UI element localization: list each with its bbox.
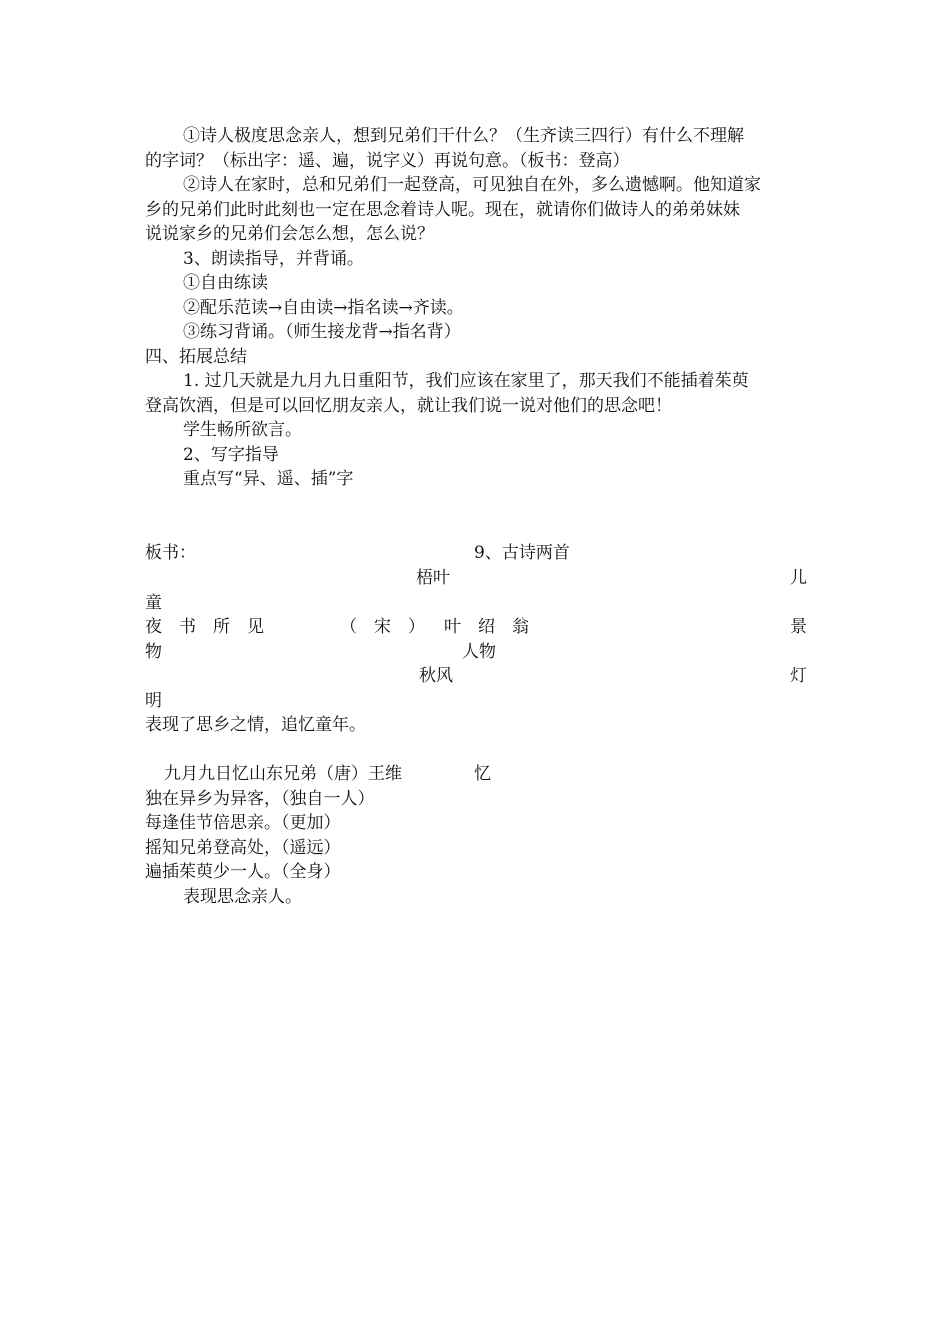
paragraph-line: ②诗人在家时，总和兄弟们一起登高，可见独自在外，多么遗憾啊。他知道家 [183, 175, 761, 195]
board-title: 9、古诗两首 [474, 543, 570, 563]
board-word-wuye: 梧叶 [416, 568, 450, 588]
board-word-ming: 明 [145, 690, 162, 711]
board-summary-1: 表现了思乡之情，追忆童年。 [145, 715, 366, 735]
paragraph-line: 的字词？（标出字：遥、遍，说字义）再说句意。（板书：登高） [145, 150, 630, 171]
paragraph-line: 学生畅所欲言。 [183, 420, 302, 440]
paragraph-line: ③练习背诵。（师生接龙背→指名背） [183, 322, 461, 342]
board-word-wu: 物 [145, 641, 162, 662]
paragraph-line: 重点写“异、遥、插”字 [183, 469, 354, 489]
paragraph-line: 1. 过几天就是九月九日重阳节，我们应该在家里了，那天我们不能插着茱萸 [183, 371, 749, 391]
poem2-line: 遍插茱萸少一人。（全身） [145, 862, 341, 882]
poem2-line: 每逢佳节倍思亲。（更加） [145, 813, 341, 833]
poem1-dynasty: （ 宋 ） [340, 617, 425, 637]
board-summary-2: 表现思念亲人。 [183, 886, 302, 907]
poem2-title: 九月九日忆山东兄弟（唐）王维 [164, 764, 402, 784]
paragraph-line: 乡的兄弟们此时此刻也一定在思念着诗人呢。现在，就请你们做诗人的弟弟妹妹 [145, 199, 740, 220]
board-label: 板书： [145, 543, 196, 563]
poem2-line: 独在异乡为异客，（独自一人） [145, 788, 375, 809]
paragraph-line: ②配乐范读→自由读→指名读→齐读。 [183, 297, 464, 318]
paragraph-line: 登高饮酒，但是可以回忆朋友亲人，就让我们说一说对他们的思念吧！ [145, 395, 672, 416]
board-word-er: 儿 [790, 568, 807, 588]
poem2-line: 摇知兄弟登高处，（遥远） [145, 837, 341, 858]
poem1-author: 叶 绍 翁 [444, 617, 529, 637]
paragraph-line: ①自由练读 [183, 273, 268, 293]
board-word-deng: 灯 [790, 666, 807, 686]
paragraph-line: 说说家乡的兄弟们会怎么想，怎么说？ [145, 224, 434, 244]
board-word-qiufeng: 秋风 [419, 666, 453, 686]
board-word-jing: 景 [790, 617, 807, 637]
paragraph-line: 3、朗读指导，并背诵。 [183, 248, 364, 269]
section-heading: 四、拓展总结 [145, 346, 247, 367]
paragraph-line: ①诗人极度思念亲人，想到兄弟们干什么？（生齐读三四行）有什么不理解 [183, 126, 744, 146]
poem1-title: 夜 书 所 见 [145, 617, 264, 637]
board-word-yi: 忆 [474, 764, 491, 784]
board-word-tong: 童 [145, 592, 162, 613]
board-word-renwu: 人物 [462, 641, 496, 662]
paragraph-line: 2、写字指导 [183, 444, 279, 465]
